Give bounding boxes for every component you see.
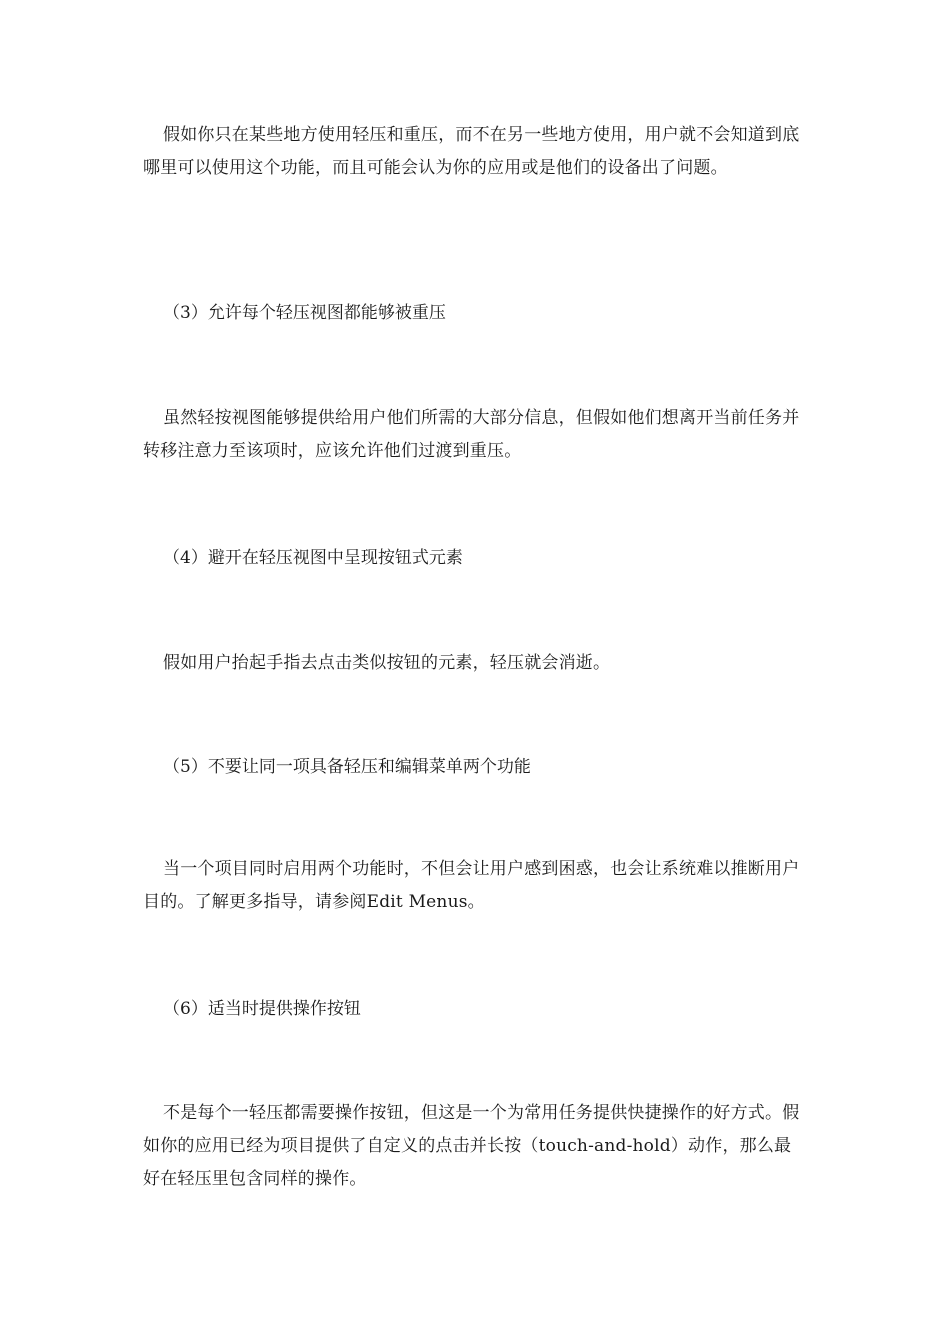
heading-avoid-buttons: （4）避开在轻压视图中呈现按钮式元素 (163, 548, 463, 568)
heading-allow-pop: （3）允许每个轻压视图都能够被重压 (163, 303, 446, 323)
paragraph-peek-disappears: 假如用户抬起手指去点击类似按钮的元素，轻压就会消逝。 (163, 653, 611, 673)
paragraph-edit-menus: 当一个项目同时启用两个功能时，不但会让用户感到困惑，也会让系统难以推断用户目的。了解更多指导，请参阅Edit Menus。 (143, 859, 800, 912)
heading-no-edit-menu: （5）不要让同一项具备轻压和编辑菜单两个功能 (163, 757, 531, 777)
paragraph-touch-and-hold: 不是每个一轻压都需要操作按钮，但这是一个为常用任务提供快捷操作的好方式。假如你的应用已经为项目提供了自定义的点击并长按（touch-and-hold）动作，那么最好在轻压里包含同样的操作。 (143, 1103, 800, 1189)
paragraph-consistency: 假如你只在某些地方使用轻压和重压，而不在另一些地方使用，用户就不会知道到底哪里可以使用这个功能，而且可能会认为你的应用或是他们的设备出了问题。 (143, 125, 800, 178)
heading-action-buttons: （6）适当时提供操作按钮 (163, 999, 361, 1019)
paragraph-transition-to-pop: 虽然轻按视图能够提供给用户他们所需的大部分信息，但假如他们想离开当前任务并转移注意力至该项时，应该允许他们过渡到重压。 (143, 408, 800, 461)
